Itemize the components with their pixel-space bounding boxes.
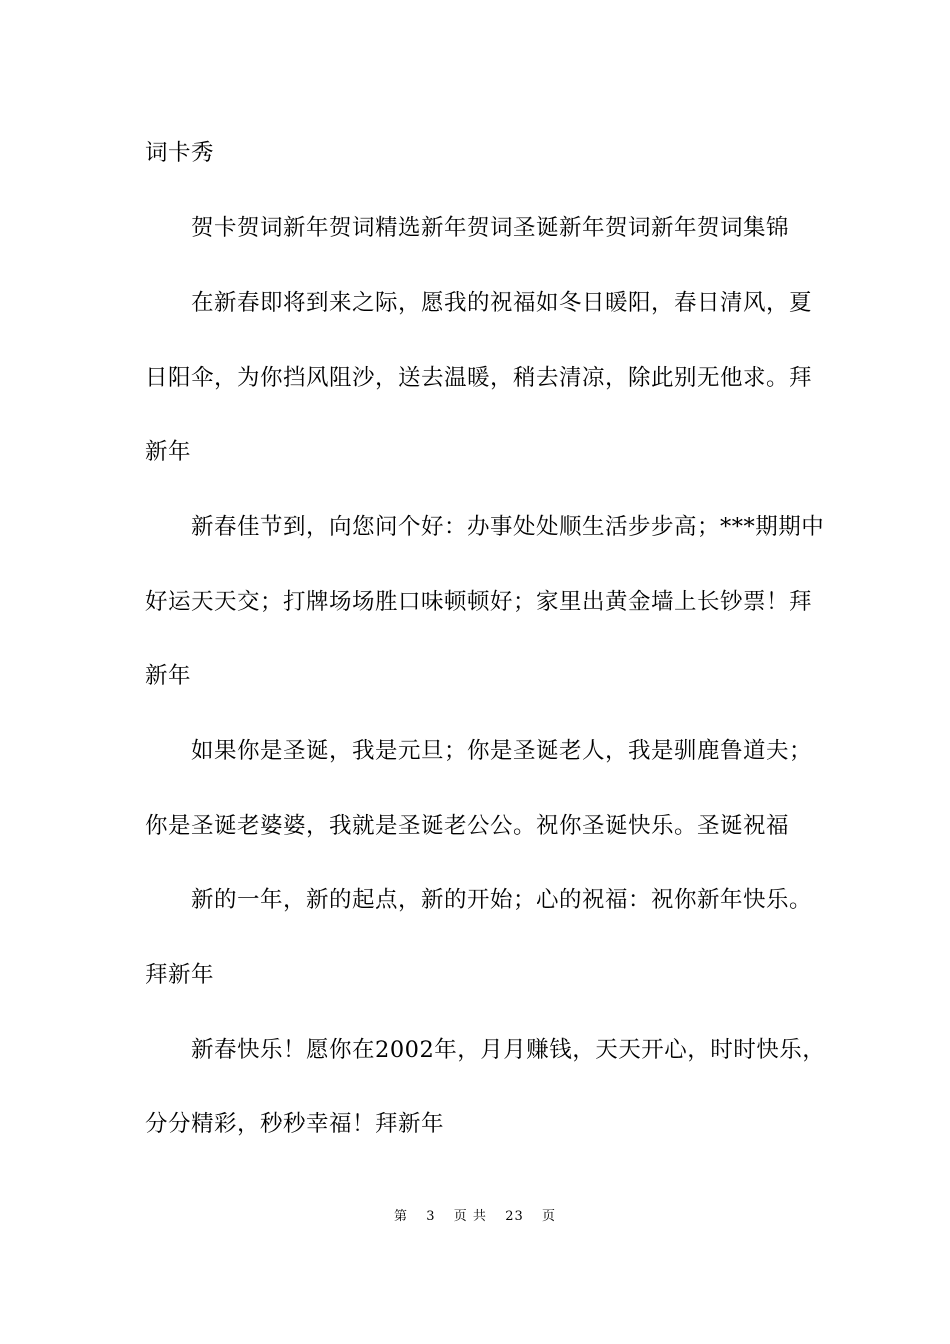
text-line-11: 新的一年，新的起点，新的开始；心的祝福：祝你新年快乐。	[191, 887, 813, 913]
text-line-8: 新年	[145, 663, 192, 689]
footer-middle: 页 共	[453, 1209, 487, 1224]
current-page-number: 3	[426, 1209, 436, 1224]
total-page-count: 23	[505, 1209, 524, 1224]
text-line-5: 新年	[145, 439, 192, 465]
text-line-13: 新春快乐！愿你在2002年，月月赚钱，天天开心，时时快乐，	[191, 1037, 826, 1063]
footer-suffix: 页	[542, 1209, 557, 1224]
page-footer	[0, 1208, 950, 1226]
text-line-12: 拜新年	[145, 962, 215, 988]
text-line-1: 词卡秀	[145, 140, 215, 166]
text-line-2: 贺卡贺词新年贺词精选新年贺词圣诞新年贺词新年贺词集锦	[191, 215, 790, 241]
text-line-14: 分分精彩，秒秒幸福！拜新年	[145, 1111, 445, 1137]
text-line-3: 在新春即将到来之际，愿我的祝福如冬日暖阳，春日清风，夏	[191, 290, 813, 316]
footer-prefix: 第	[393, 1209, 408, 1224]
text-line-7: 好运天天交；打牌场场胜口味顿顿好；家里出黄金墙上长钞票！拜	[145, 589, 813, 615]
text-line-4: 日阳伞，为你挡风阻沙，送去温暖，稍去清凉，除此别无他求。拜	[145, 365, 813, 391]
text-line-6: 新春佳节到，向您问个好：办事处处顺生活步步高；***期期中	[191, 514, 825, 540]
text-line-10: 你是圣诞老婆婆，我就是圣诞老公公。祝你圣诞快乐。圣诞祝福	[145, 813, 790, 839]
text-line-9: 如果你是圣诞，我是元旦；你是圣诞老人，我是驯鹿鲁道夫；	[191, 738, 813, 764]
